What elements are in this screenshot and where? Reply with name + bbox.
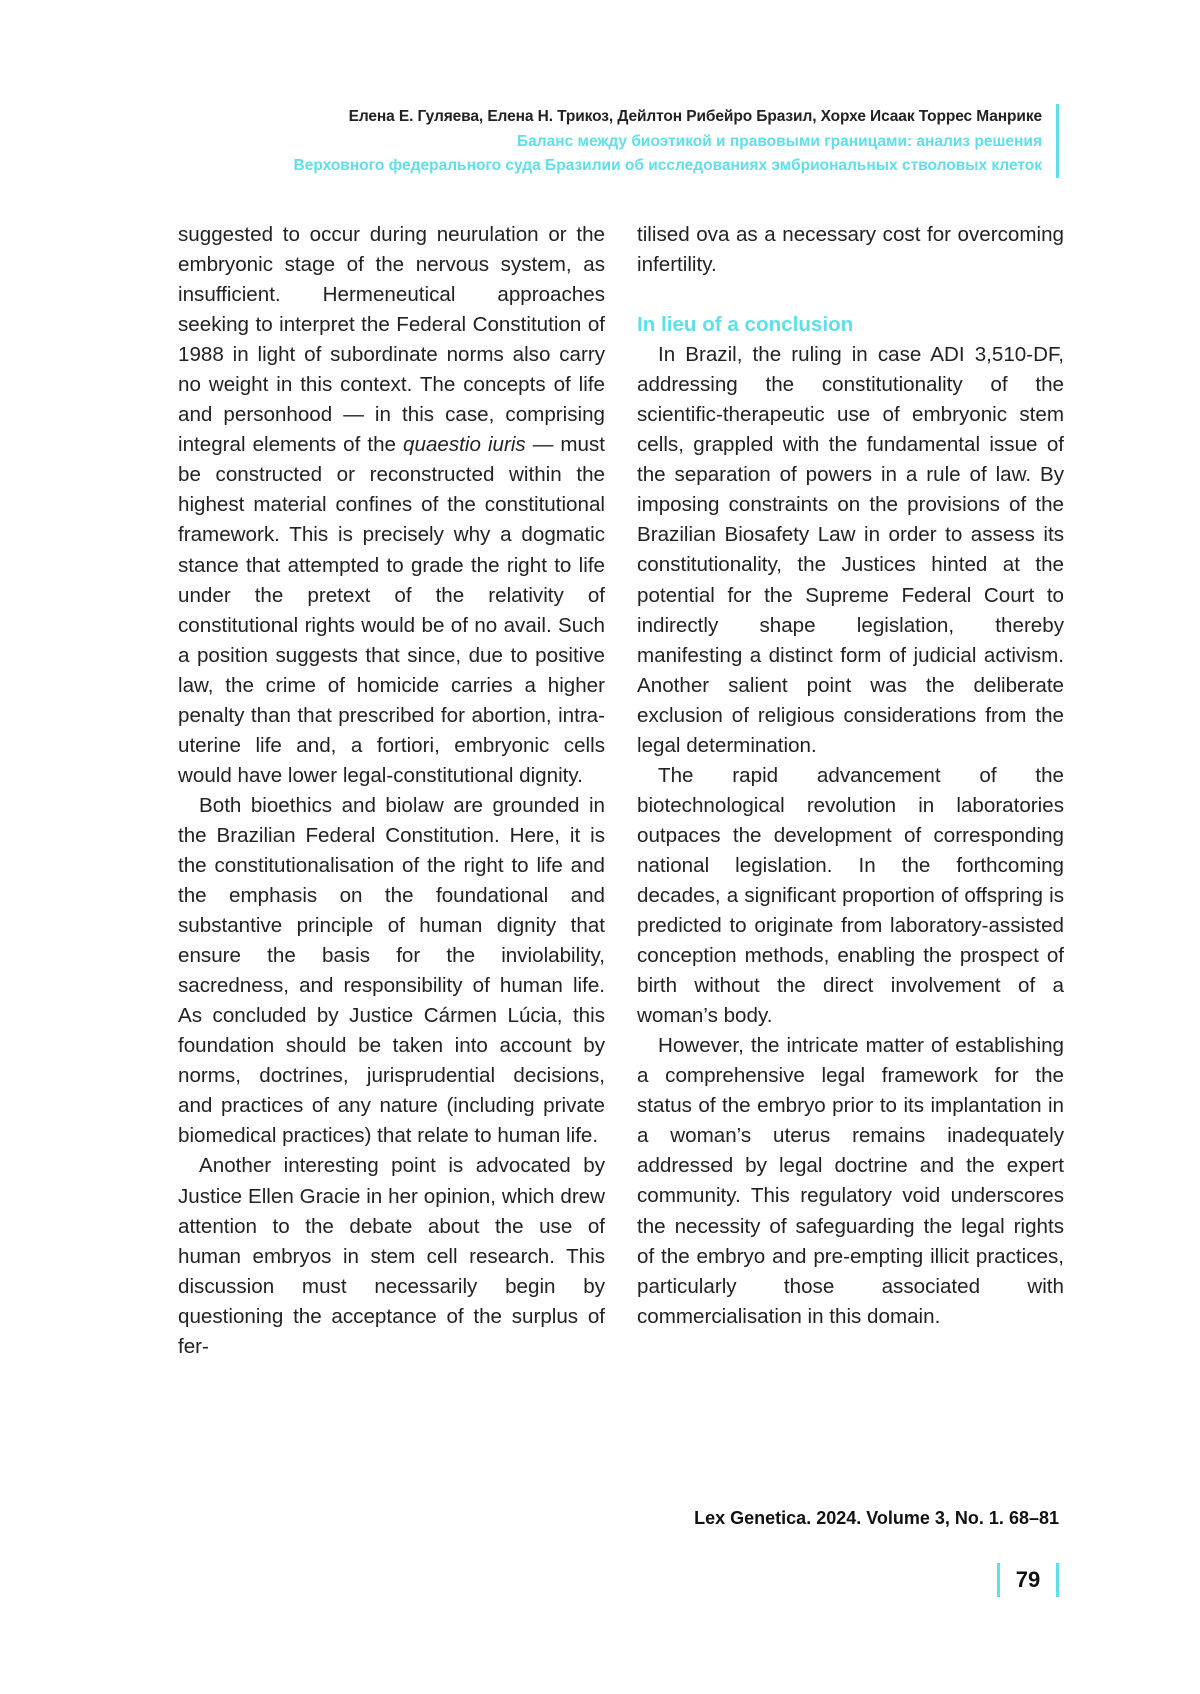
paragraph: The rapid advancement of the biotechnological revolution in laboratories outpaces the development of corresponding national legislation. In the forthcoming decades, a significant proportion of offspring is predicted to originate from laboratory-assisted conception methods, enabling the prospect of birth without the direct involvement of a woman’s body. bbox=[637, 763, 1064, 1028]
paragraph: However, the intricate matter of establishing a comprehensive legal framework for the status of the embryo prior to its implantation in a woman’s uterus remains inadequately addressed by legal doctrine and the expert community. This regulatory void underscores the necessity of safeguarding the legal rights of the embryo and pre-empting illicit practices, particularly those associated with commercialisation in this domain. bbox=[637, 1034, 1064, 1328]
paragraph-text: suggested to occur during neurulation or the embryonic stage of the nervous system, as insufficient. Hermeneutical approaches seeking to interpret the Federal Constitution of 1988 in light of subordinate norms also carry no weight in this context. The concepts of life and personhood — in this case, comprising integral elements of the bbox=[178, 223, 605, 457]
header-authors: Елена Е. Гуляева, Елена Н. Трикоз, Дейлтон Рибейро Бразил, Хорхе Исаак Торрес Манрике bbox=[348, 108, 1042, 125]
paragraph: tilised ova as a necessary cost for overcoming infertility. bbox=[637, 223, 1064, 277]
header-title-line-2: Верховного федерального суда Бразилии об исследованиях эмбриональных стволовых клеток bbox=[293, 157, 1042, 174]
paragraph bbox=[178, 220, 605, 791]
paragraph-text: — must be constructed or reconstructed within the highest material confines of the constitutional framework. This is precisely why a dogmatic stance that attempted to grade the right to life under the pretext of the relativity of constitutional rights would be of no avail. Such a position suggests that since, due to positive law, the crime of homicide carries a higher penalty than that prescribed for abortion, intra-uterine life and, a fortiori, embryonic cells would have lower legal-constitutional dignity. bbox=[178, 433, 605, 787]
paragraph: In Brazil, the ruling in case ADI 3,510-DF, addressing the constitutionality of the scientific-therapeutic use of embryonic stem cells, grappled with the fundamental issue of the separation of powers in a rule of law. By imposing constraints on the provisions of the Brazilian Biosafety Law in order to assess its constitutionality, the Justices hinted at the potential for the Supreme Federal Court to indirectly shape legislation, thereby manifesting a distinct form of judicial activism. Another salient point was the deliberate exclusion of religious considerations from the legal determination. bbox=[637, 343, 1064, 757]
journal-citation: Lex Genetica. 2024. Volume 3, No. 1. 68–81 bbox=[694, 1508, 1059, 1528]
running-head bbox=[294, 104, 1059, 178]
latin-term: quaestio iuris bbox=[403, 433, 526, 457]
paragraph: Both bioethics and biolaw are grounded in the Brazilian Federal Constitution. Here, it is the constitutionalisation of the right to life and the emphasis on the foundational and substantive principle of human dignity that ensure the basis for the inviolability, sacredness, and responsibility of human life. As concluded by Justice Cármen Lúcia, this foundation should be taken into account by norms, doctrines, jurisprudential decisions, and practices of any nature (including private biomedical practices) that relate to human life. bbox=[178, 793, 605, 1148]
page-number bbox=[997, 1563, 1059, 1597]
left-column bbox=[178, 220, 605, 1362]
paragraph: Another interesting point is advocated by Justice Ellen Gracie in her opinion, which drew attention to the debate about the use of human embryos in stem cell research. This discussion must necessarily begin by questioning the acceptance of the surplus of fer- bbox=[178, 1154, 605, 1358]
section-heading: In lieu of a conclusion bbox=[637, 313, 854, 337]
page-number-value: 79 bbox=[1015, 1567, 1041, 1592]
right-column bbox=[637, 220, 1064, 1332]
header-title-line-1: Баланс между биоэтикой и правовыми границами: анализ решения bbox=[517, 133, 1042, 150]
